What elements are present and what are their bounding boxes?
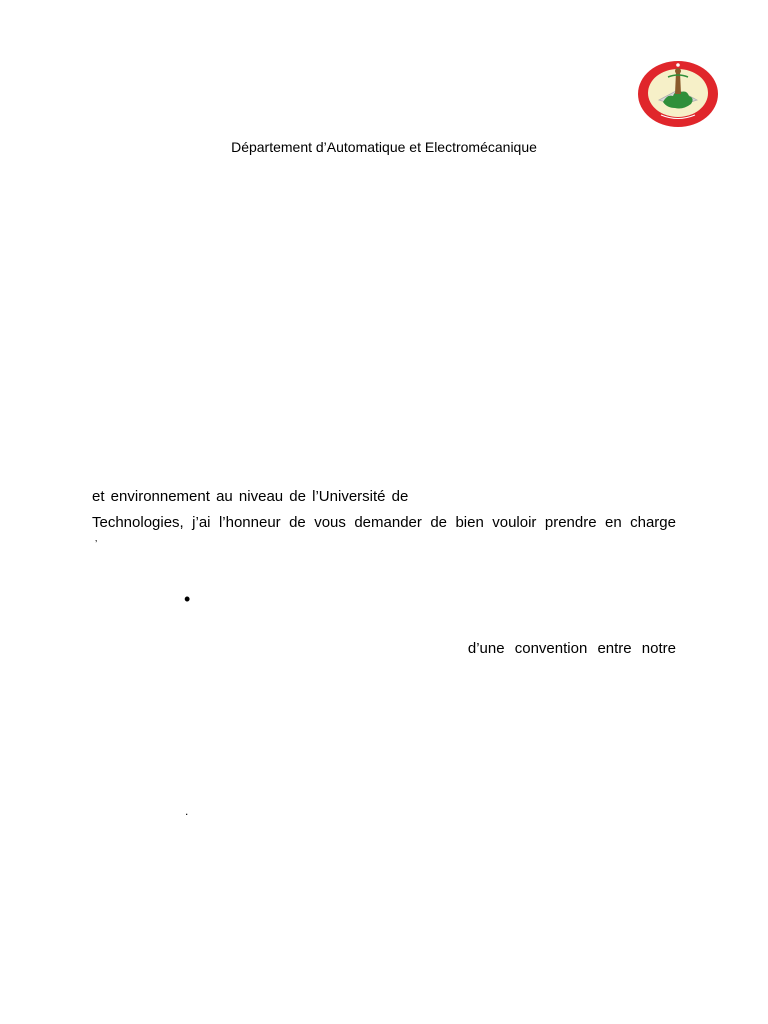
body-line-3: d’une convention entre notre xyxy=(467,640,676,657)
period-mark: . xyxy=(185,804,189,818)
department-title: Département d’Automatique et Electromécanique xyxy=(231,139,537,155)
university-logo xyxy=(637,60,719,128)
apostrophe-mark: ’ xyxy=(95,539,98,550)
body-line-1: et environnement au niveau de l’Université de xyxy=(92,488,409,505)
bullet-point: • xyxy=(184,589,191,609)
body-line-2: Technologies, j’ai l’honneur de vous demander de bien vouloir prendre en charge xyxy=(92,514,676,531)
